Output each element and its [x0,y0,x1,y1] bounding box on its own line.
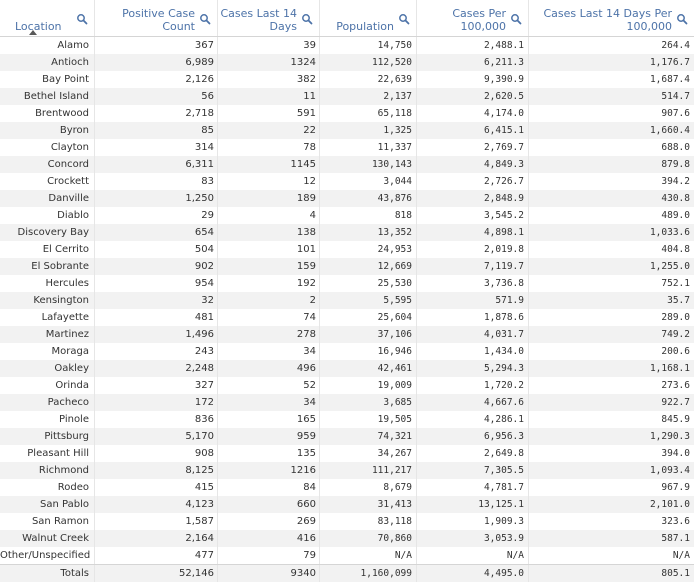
table-row[interactable] [0,530,694,547]
cell-population: 13,352 [320,224,417,241]
cell-location[interactable]: Brentwood [0,105,95,122]
cell-population: 130,143 [320,156,417,173]
cell-population: 24,953 [320,241,417,258]
cell-cases-last-14-days-per-100000: 749.2 [661,329,690,340]
cell-cases-per-100000: 2,649.8 [417,445,529,462]
table-row[interactable] [0,54,694,71]
cell-location[interactable]: Pittsburg [0,428,95,445]
cell-positive-case-count: 1,587 [95,513,218,530]
cell-cases-last-14-days-per-100000: 1,660.4 [649,125,690,136]
cell-positive-case-count: 954 [95,275,218,292]
cell-positive-case-count: 83 [95,173,218,190]
cell-location[interactable]: Walnut Creek [0,530,95,547]
cell-cases-per-100000: 2,488.1 [417,37,529,54]
cell-location[interactable]: Discovery Bay [0,224,95,241]
cell-population: 16,946 [320,343,417,360]
cell-population: 65,118 [320,105,417,122]
cell-cases-per-100000: 571.9 [417,292,529,309]
cell-cases-per-100000: 2,019.8 [417,241,529,258]
cell-population: 1,325 [320,122,417,139]
sort-ascending-icon [29,30,37,35]
column-header-cases-per-100000[interactable] [417,0,529,36]
cell-population: 25,604 [320,309,417,326]
table-body [0,37,694,564]
search-icon[interactable] [676,13,688,25]
cell-cases-last-14-days: 660 [218,496,320,513]
cell-cases-last-14-days-per-100000: 805.1 [661,568,690,579]
cell-cases-per-100000: 4,286.1 [417,411,529,428]
table-header [0,0,694,37]
search-icon[interactable] [301,13,313,25]
cell-location[interactable]: Pacheco [0,394,95,411]
cell-cases-last-14-days: 135 [218,445,320,462]
cell-cases-last-14-days: 12 [218,173,320,190]
cell-cases-last-14-days: 138 [218,224,320,241]
column-header-location[interactable] [0,0,95,36]
cell-positive-case-count: 6,311 [95,156,218,173]
cell-positive-case-count: 504 [95,241,218,258]
table-row[interactable] [0,394,694,411]
cell-cases-per-100000: 1,909.3 [417,513,529,530]
cell-positive-case-count: 327 [95,377,218,394]
cell-population: 70,860 [320,530,417,547]
cell-positive-case-count: 908 [95,445,218,462]
cell-location[interactable]: Danville [0,190,95,207]
cell-cases-last-14-days: 9340 [218,565,320,582]
cell-location[interactable]: Clayton [0,139,95,156]
table-row[interactable] [0,258,694,275]
cell-population: 5,595 [320,292,417,309]
cell-cases-last-14-days: 278 [218,326,320,343]
cell-cases-last-14-days: 1324 [218,54,320,71]
cell-population: 14,750 [320,37,417,54]
search-icon[interactable] [510,13,522,25]
cell-positive-case-count: 367 [95,37,218,54]
table-row[interactable] [0,241,694,258]
cell-location[interactable]: Crockett [0,173,95,190]
cell-population: 42,461 [320,360,417,377]
cell-cases-last-14-days-per-100000: 35.7 [667,295,690,306]
cell-positive-case-count: 32 [95,292,218,309]
table-row[interactable] [0,224,694,241]
table-row[interactable] [0,326,694,343]
cell-cases-per-100000: 2,726.7 [417,173,529,190]
cell-cases-last-14-days-per-100000: 752.1 [661,278,690,289]
cell-location[interactable]: Lafayette [0,309,95,326]
cell-positive-case-count: 8,125 [95,462,218,479]
table-row[interactable] [0,105,694,122]
cell-cases-per-100000: 4,898.1 [417,224,529,241]
cell-cases-last-14-days: 382 [218,71,320,88]
cell-cases-last-14-days-per-100000: 1,687.4 [649,74,690,85]
cell-cases-last-14-days: 416 [218,530,320,547]
cell-positive-case-count: 5,170 [95,428,218,445]
cell-cases-last-14-days-per-100000: 922.7 [661,397,690,408]
column-header-positive-case-count[interactable] [95,0,218,36]
cell-cases-last-14-days: 22 [218,122,320,139]
cell-cases-per-100000: 9,390.9 [417,71,529,88]
cell-cases-last-14-days-per-100000: 394.0 [661,448,690,459]
cell-cases-last-14-days: 52 [218,377,320,394]
cell-location[interactable]: Martinez [0,326,95,343]
column-header-cases-last-14-days[interactable] [218,0,320,36]
cell-cases-last-14-days-per-100000: 404.8 [661,244,690,255]
cell-location[interactable]: Rodeo [0,479,95,496]
column-header-label: Population [336,20,394,33]
cell-positive-case-count: 1,496 [95,326,218,343]
cell-location[interactable]: Byron [0,122,95,139]
cell-cases-per-100000: 4,174.0 [417,105,529,122]
cell-positive-case-count: 2,718 [95,105,218,122]
cell-location[interactable]: Other/Unspecified [0,547,95,564]
cell-population: 11,337 [320,139,417,156]
table-row[interactable] [0,462,694,479]
table-row[interactable] [0,428,694,445]
cell-cases-per-100000: 3,545.2 [417,207,529,224]
cell-cases-per-100000: 4,781.7 [417,479,529,496]
table-row[interactable] [0,445,694,462]
column-header-population[interactable] [320,0,417,36]
table-row[interactable] [0,343,694,360]
cell-population: 37,106 [320,326,417,343]
cell-cases-last-14-days-per-100000: 514.7 [661,91,690,102]
cell-cases-last-14-days-per-100000: 1,255.0 [649,261,690,272]
cell-cases-last-14-days-per-100000: 1,033.6 [649,227,690,238]
table-row[interactable] [0,71,694,88]
cell-location[interactable]: San Ramon [0,513,95,530]
table-row[interactable] [0,411,694,428]
search-icon[interactable] [199,13,211,25]
column-header-label: Cases Last 14 Days Per 100,000 [543,7,672,33]
column-header-label: Cases Last 14 Days [220,7,297,33]
cell-population: 31,413 [320,496,417,513]
cell-cases-per-100000: 6,211.3 [417,54,529,71]
cell-cases-last-14-days: 2 [218,292,320,309]
cell-population: 112,520 [320,54,417,71]
cell-cases-last-14-days: 34 [218,343,320,360]
cell-population: 22,639 [320,71,417,88]
cell-location[interactable]: El Cerrito [0,241,95,258]
cell-cases-last-14-days: 4 [218,207,320,224]
cell-cases-last-14-days: 11 [218,88,320,105]
cell-cases-per-100000: 1,434.0 [417,343,529,360]
cell-cases-last-14-days-per-100000: 907.6 [661,108,690,119]
table-row[interactable] [0,173,694,190]
table-row[interactable] [0,207,694,224]
table-row[interactable] [0,88,694,105]
cell-location[interactable]: Moraga [0,343,95,360]
column-header-label: Location [15,20,62,33]
cell-cases-per-100000: 4,667.6 [417,394,529,411]
cell-cases-last-14-days-per-100000: 845.9 [661,414,690,425]
cell-cases-last-14-days: 101 [218,241,320,258]
cell-cases-last-14-days-per-100000: N/A [672,550,690,561]
cell-cases-last-14-days-per-100000: 587.1 [661,533,690,544]
cell-cases-last-14-days: 165 [218,411,320,428]
cell-positive-case-count: 2,126 [95,71,218,88]
cell-positive-case-count: 654 [95,224,218,241]
cell-cases-per-100000: 3,736.8 [417,275,529,292]
cell-cases-last-14-days: 1216 [218,462,320,479]
cell-cases-per-100000: 2,769.7 [417,139,529,156]
cell-population: 3,685 [320,394,417,411]
cell-cases-per-100000: 3,053.9 [417,530,529,547]
cell-cases-last-14-days-per-100000: 1,168.1 [649,363,690,374]
cell-cases-last-14-days-per-100000: 967.9 [661,482,690,493]
cell-population: 111,217 [320,462,417,479]
cell-cases-last-14-days: 159 [218,258,320,275]
cell-cases-last-14-days-per-100000: 688.0 [661,142,690,153]
cell-location[interactable]: Antioch [0,54,95,71]
cell-cases-per-100000: 2,620.5 [417,88,529,105]
cell-positive-case-count: 52,146 [95,565,218,582]
cell-location[interactable]: San Pablo [0,496,95,513]
cell-cases-per-100000: 2,848.9 [417,190,529,207]
cell-cases-per-100000: 4,495.0 [417,565,529,582]
cell-cases-last-14-days-per-100000: 1,290.3 [649,431,690,442]
cell-location[interactable]: Pinole [0,411,95,428]
cell-population: 25,530 [320,275,417,292]
cell-cases-last-14-days: 192 [218,275,320,292]
cell-population: 19,009 [320,377,417,394]
cell-population: 12,669 [320,258,417,275]
cell-positive-case-count: 902 [95,258,218,275]
totals-row [0,564,694,582]
cell-cases-last-14-days: 1145 [218,156,320,173]
cell-cases-last-14-days-per-100000: 394.2 [661,176,690,187]
table-row[interactable] [0,275,694,292]
cell-cases-per-100000: 7,305.5 [417,462,529,479]
cell-cases-per-100000: 6,956.3 [417,428,529,445]
cell-population: 83,118 [320,513,417,530]
cell-positive-case-count: 85 [95,122,218,139]
cell-location[interactable]: Oakley [0,360,95,377]
cell-cases-per-100000: 4,849.3 [417,156,529,173]
table-totals [0,564,694,582]
cell-positive-case-count: 314 [95,139,218,156]
cell-cases-last-14-days: 78 [218,139,320,156]
cell-population: 3,044 [320,173,417,190]
table-row[interactable] [0,122,694,139]
cell-cases-per-100000: N/A [417,547,529,564]
table-row[interactable] [0,377,694,394]
cell-location[interactable]: Orinda [0,377,95,394]
cell-positive-case-count: 172 [95,394,218,411]
column-header-cases-last-14-days-per-100000[interactable] [529,0,694,36]
cell-cases-last-14-days: 959 [218,428,320,445]
cell-cases-last-14-days-per-100000: 264.4 [661,40,690,51]
cell-positive-case-count: 477 [95,547,218,564]
table-row[interactable] [0,190,694,207]
cell-positive-case-count: 2,248 [95,360,218,377]
cell-cases-per-100000: 1,720.2 [417,377,529,394]
search-icon[interactable] [398,13,410,25]
cell-positive-case-count: 56 [95,88,218,105]
cell-location[interactable]: Alamo [0,37,95,54]
cell-positive-case-count: 6,989 [95,54,218,71]
table-row[interactable] [0,139,694,156]
cell-cases-last-14-days-per-100000: 1,093.4 [649,465,690,476]
cell-cases-last-14-days-per-100000: 489.0 [661,210,690,221]
cell-cases-last-14-days-per-100000: 1,176.7 [649,57,690,68]
cell-positive-case-count: 243 [95,343,218,360]
cell-population: 1,160,099 [320,565,417,582]
cell-cases-last-14-days-per-100000: 2,101.0 [649,499,690,510]
cell-cases-per-100000: 7,119.7 [417,258,529,275]
cell-cases-last-14-days: 496 [218,360,320,377]
cell-positive-case-count: 415 [95,479,218,496]
cell-positive-case-count: 481 [95,309,218,326]
cell-population: 8,679 [320,479,417,496]
cell-location[interactable]: Pleasant Hill [0,445,95,462]
search-icon[interactable] [76,13,88,25]
cell-population: 818 [320,207,417,224]
cell-cases-per-100000: 6,415.1 [417,122,529,139]
cell-population: 43,876 [320,190,417,207]
table-row[interactable] [0,496,694,513]
cell-positive-case-count: 836 [95,411,218,428]
cell-cases-last-14-days-per-100000: 200.6 [661,346,690,357]
table-row[interactable] [0,479,694,496]
cell-location[interactable]: Hercules [0,275,95,292]
cell-cases-last-14-days: 84 [218,479,320,496]
cell-cases-last-14-days: 39 [218,37,320,54]
table-row[interactable] [0,513,694,530]
cell-cases-last-14-days: 74 [218,309,320,326]
cell-cases-last-14-days-per-100000: 430.8 [661,193,690,204]
cell-cases-last-14-days-per-100000: 289.0 [661,312,690,323]
cell-cases-last-14-days: 34 [218,394,320,411]
cell-cases-per-100000: 5,294.3 [417,360,529,377]
cell-location[interactable]: El Sobrante [0,258,95,275]
cell-cases-last-14-days: 79 [218,547,320,564]
cell-location[interactable]: Kensington [0,292,95,309]
cell-cases-per-100000: 4,031.7 [417,326,529,343]
cell-positive-case-count: 29 [95,207,218,224]
cell-location[interactable]: Diablo [0,207,95,224]
cell-cases-last-14-days: 189 [218,190,320,207]
cell-location[interactable]: Bethel Island [0,88,95,105]
cell-cases-last-14-days-per-100000: 273.6 [661,380,690,391]
cell-location[interactable]: Bay Point [0,71,95,88]
cell-population: 19,505 [320,411,417,428]
cell-cases-last-14-days-per-100000: 323.6 [661,516,690,527]
cell-positive-case-count: 1,250 [95,190,218,207]
cell-cases-per-100000: 13,125.1 [417,496,529,513]
table-row[interactable] [0,547,694,564]
cell-location[interactable]: Richmond [0,462,95,479]
cell-location[interactable]: Concord [0,156,95,173]
cell-cases-last-14-days: 269 [218,513,320,530]
table-row[interactable] [0,156,694,173]
cell-cases-last-14-days-per-100000: 879.8 [661,159,690,170]
cell-population: 2,137 [320,88,417,105]
table-row[interactable] [0,309,694,326]
cell-population: 34,267 [320,445,417,462]
cell-population: N/A [320,547,417,564]
cell-cases-per-100000: 1,878.6 [417,309,529,326]
table-row[interactable] [0,37,694,54]
table-row[interactable] [0,360,694,377]
cell-population: 74,321 [320,428,417,445]
column-header-label: Cases Per 100,000 [452,7,506,33]
cell-cases-last-14-days: 591 [218,105,320,122]
cell-location: Totals [0,565,95,582]
cell-positive-case-count: 4,123 [95,496,218,513]
table-row[interactable] [0,292,694,309]
cell-positive-case-count: 2,164 [95,530,218,547]
column-header-label: Positive Case Count [122,7,195,33]
